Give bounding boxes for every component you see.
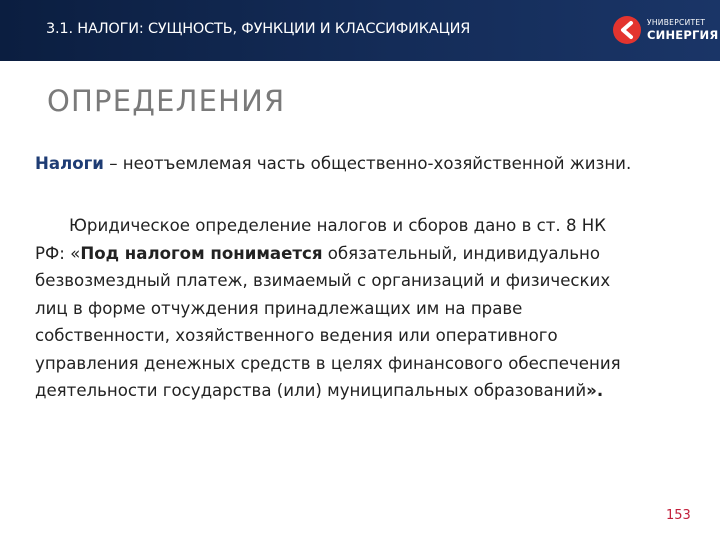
legal-line-6: управления денежных средств в целях финансового обеспечения bbox=[35, 353, 621, 373]
page-number: 153 bbox=[666, 508, 691, 523]
legal-definition-paragraph bbox=[35, 212, 695, 405]
logo-text-university: УНИВЕРСИТЕТ bbox=[647, 18, 706, 27]
legal-line-5: собственности, хозяйственного ведения или оперативного bbox=[35, 326, 558, 345]
legal-line-2-prefix: РФ: « bbox=[35, 243, 81, 263]
legal-line-3: безвозмездный платеж, взимаемый с организаций и физических bbox=[35, 271, 611, 290]
section-title: ОПРЕДЕЛЕНИЯ bbox=[47, 84, 286, 118]
header-title: 3.1. НАЛОГИ: СУЩНОСТЬ, ФУНКЦИИ И КЛАССИФИКАЦИЯ bbox=[46, 21, 471, 37]
legal-line-7-end: ». bbox=[586, 381, 604, 400]
term-taxes: Налоги bbox=[35, 154, 104, 173]
legal-line-2-bold: Под налогом понимается bbox=[80, 243, 323, 263]
logo-text-synergy: СИНЕРГИЯ bbox=[647, 28, 719, 42]
legal-line-4: лиц в форме отчуждения принадлежащих им на праве bbox=[35, 298, 523, 318]
header-bar bbox=[0, 0, 720, 61]
taxes-definition-paragraph bbox=[35, 151, 695, 177]
legal-line-2-rest: обязательный, индивидуально bbox=[322, 243, 600, 263]
university-logo bbox=[612, 12, 719, 48]
legal-line-7: деятельности государства (или) муниципальных образований bbox=[35, 381, 587, 400]
legal-line-1: Юридическое определение налогов и сборов дано в ст. 8 НК bbox=[69, 216, 607, 235]
paragraph1-text: – неотъемлемая часть общественно-хозяйственной жизни. bbox=[103, 154, 632, 173]
synergy-logo-icon bbox=[612, 15, 642, 45]
